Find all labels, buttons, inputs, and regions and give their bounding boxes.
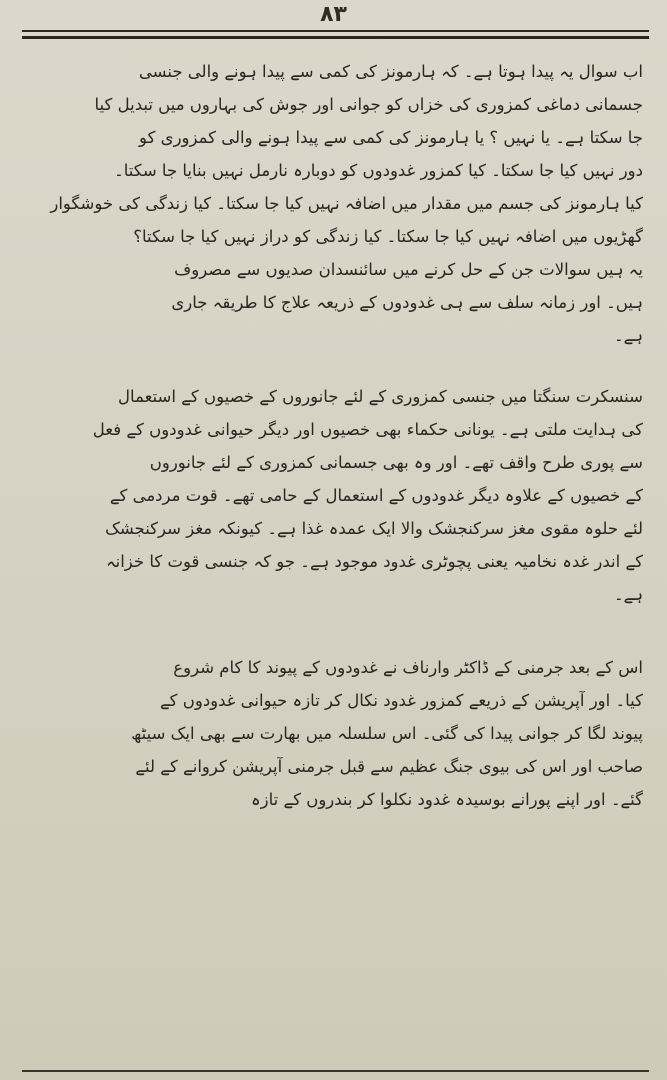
text-line: اس کے بعد جرمنی کے ڈاکٹر وارناف نے غدودوں کے پیوند کا کام شروع <box>173 658 643 677</box>
paragraph-spacer <box>32 618 643 658</box>
page-body-text <box>32 62 643 1050</box>
text-line: اب سوال یہ پیدا ہوتا ہے۔ کہ ہارمونز کی کمی سے پیدا ہونے والی جنسی <box>138 62 643 81</box>
text-line: ہے۔ <box>613 585 643 604</box>
text-line: یہ ہیں سوالات جن کے حل کرنے میں سائنسدان صدیوں سے مصروف <box>174 260 643 279</box>
text-line: کی ہدایت ملتی ہے۔ یونانی حکماء بھی خصیوں اور دیگر حیوانی غدودوں کے فعل <box>92 420 643 439</box>
text-line: گھڑیوں میں اضافہ نہیں کیا جا سکتا۔ کیا زندگی کو دراز نہیں کیا جا سکتا؟ <box>133 227 643 246</box>
page-header <box>0 0 667 48</box>
text-line: جسمانی دماغی کمزوری کی خزاں کو جوانی اور جوش کی بہاروں میں تبدیل کیا <box>94 95 643 114</box>
text-line: جا سکتا ہے۔ یا نہیں ؟ یا ہارمونز کی کمی سے پیدا ہونے والی کمزوری کو <box>139 128 643 147</box>
text-line: دور نہیں کیا جا سکتا۔ کیا کمزور غدودوں کو دوبارہ نارمل نہیں بنایا جا سکتا۔ <box>114 161 643 180</box>
paragraph-1 <box>32 62 643 359</box>
text-line: کے خصیوں کے علاوہ دیگر غدودوں کے استعمال کے حامی تھے۔ قوت مردمی کے <box>109 486 643 505</box>
text-line: ہیں۔ اور زمانہ سلف سے ہی غدودوں کے ذریعہ علاج کا طریقہ جاری <box>171 293 643 312</box>
text-line: سنسکرت سنگتا میں جنسی کمزوری کے لئے جانوروں کے خصیوں کے استعمال <box>118 387 643 406</box>
text-line: ہے۔ <box>613 326 643 345</box>
text-line: پیوند لگا کر جوانی پیدا کی گئی۔ اس سلسلہ میں بھارت سے بھی ایک سیٹھ <box>131 724 643 743</box>
page-number: ۸۳ <box>320 2 347 27</box>
text-line: صاحب اور اس کی بیوی جنگ عظیم سے قبل جرمنی آپریشن کروانے کے لئے <box>135 757 643 776</box>
text-line: کیا ہارمونز کی جسم میں مقدار میں اضافہ نہیں کیا جا سکتا۔ کیا زندگی کی خوشگوار <box>50 194 643 213</box>
text-line: گئے۔ اور اپنے پورانے بوسیدہ غدود نکلوا کر بندروں کے تازہ <box>250 790 643 809</box>
paragraph-3 <box>32 658 643 823</box>
text-line: کے اندر غدہ نخامیہ یعنی پچوٹری غدود موجود ہے۔ جو کہ جنسی قوت کا خزانہ <box>105 552 643 571</box>
text-line: لئے حلوہ مقوی مغز سرکنجشک والا ایک عمدہ غذا ہے۔ کیونکہ مغز سرکنجشک <box>105 519 643 538</box>
text-line: کیا۔ اور آپریشن کے ذریعے کمزور غدود نکال کر تازہ حیوانی غدودوں کے <box>159 691 643 710</box>
footer-rule <box>22 1070 649 1072</box>
text-line: سے پوری طرح واقف تھے۔ اور وہ بھی جسمانی کمزوری کے لئے جانوروں <box>149 453 643 472</box>
header-rule-thin <box>22 30 649 32</box>
header-rule-thick <box>22 36 649 39</box>
paragraph-2 <box>32 387 643 618</box>
paragraph-spacer <box>32 359 643 387</box>
